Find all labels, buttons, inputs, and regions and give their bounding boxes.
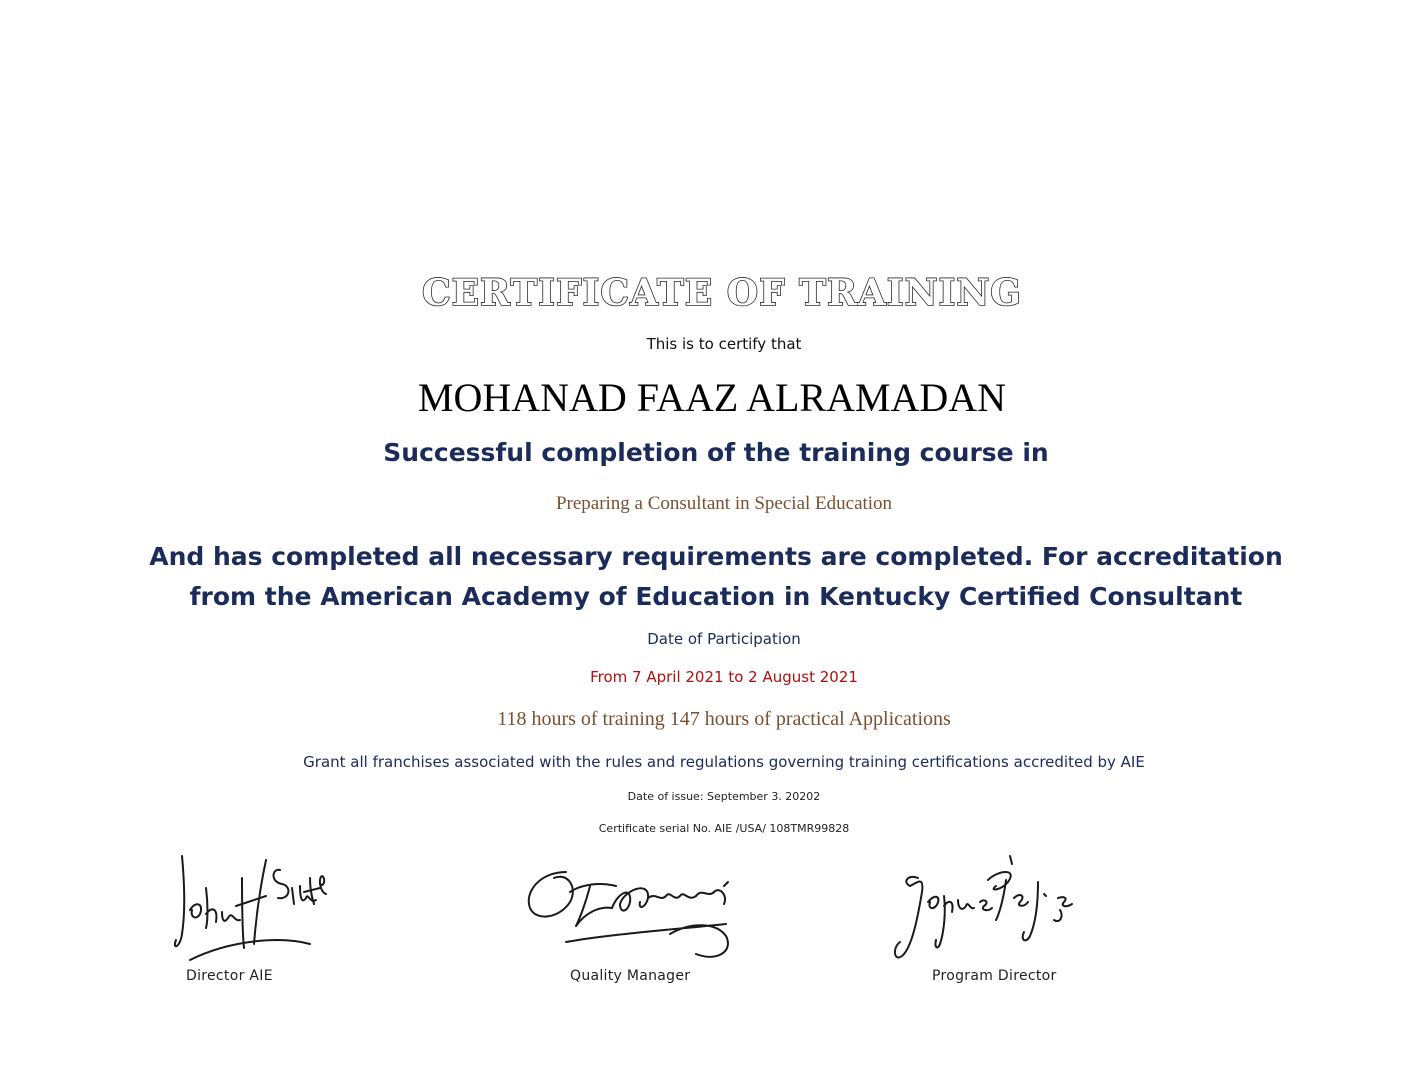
certificate-title: CERTIFICATE OF TRAINING	[421, 272, 1023, 314]
serial-number: Certificate serial No. AIE /USA/ 108TMR99828	[598, 822, 850, 835]
date-label: Date of Participation	[647, 630, 801, 648]
signature-title-quality-manager: Quality Manager	[570, 968, 691, 984]
issue-date: Date of issue: September 3. 20202	[627, 790, 821, 803]
accreditation-line-2: from the American Academy of Education in Kentucky Certified Consultant	[189, 582, 1243, 611]
accreditation-line-1: And has completed all necessary requirements are completed. For accreditation	[149, 542, 1283, 571]
success-text: Successful completion of the training course in	[383, 438, 1049, 467]
signature-image	[888, 852, 1088, 964]
signature-program-director	[888, 852, 1088, 964]
signature-director-aie	[170, 848, 330, 966]
grant-text: Grant all franchises associated with the rules and regulations governing training certifications accredited by AIE	[303, 753, 1145, 771]
recipient-name: MOHANAD FAAZ ALRAMADAN	[417, 375, 1007, 420]
signature-image	[520, 862, 750, 964]
accreditation-text	[12, 537, 1408, 617]
date-range: From 7 April 2021 to 2 August 2021	[590, 668, 858, 686]
signature-title-director: Director AIE	[186, 968, 273, 984]
signature-quality-manager	[520, 862, 750, 964]
course-name: Preparing a Consultant in Special Education	[555, 493, 893, 514]
training-hours: 118 hours of training 147 hours of practical Applications	[497, 708, 951, 730]
certify-text: This is to certify that	[646, 335, 802, 353]
signature-image	[170, 848, 330, 966]
signature-title-program-director: Program Director	[932, 968, 1057, 984]
